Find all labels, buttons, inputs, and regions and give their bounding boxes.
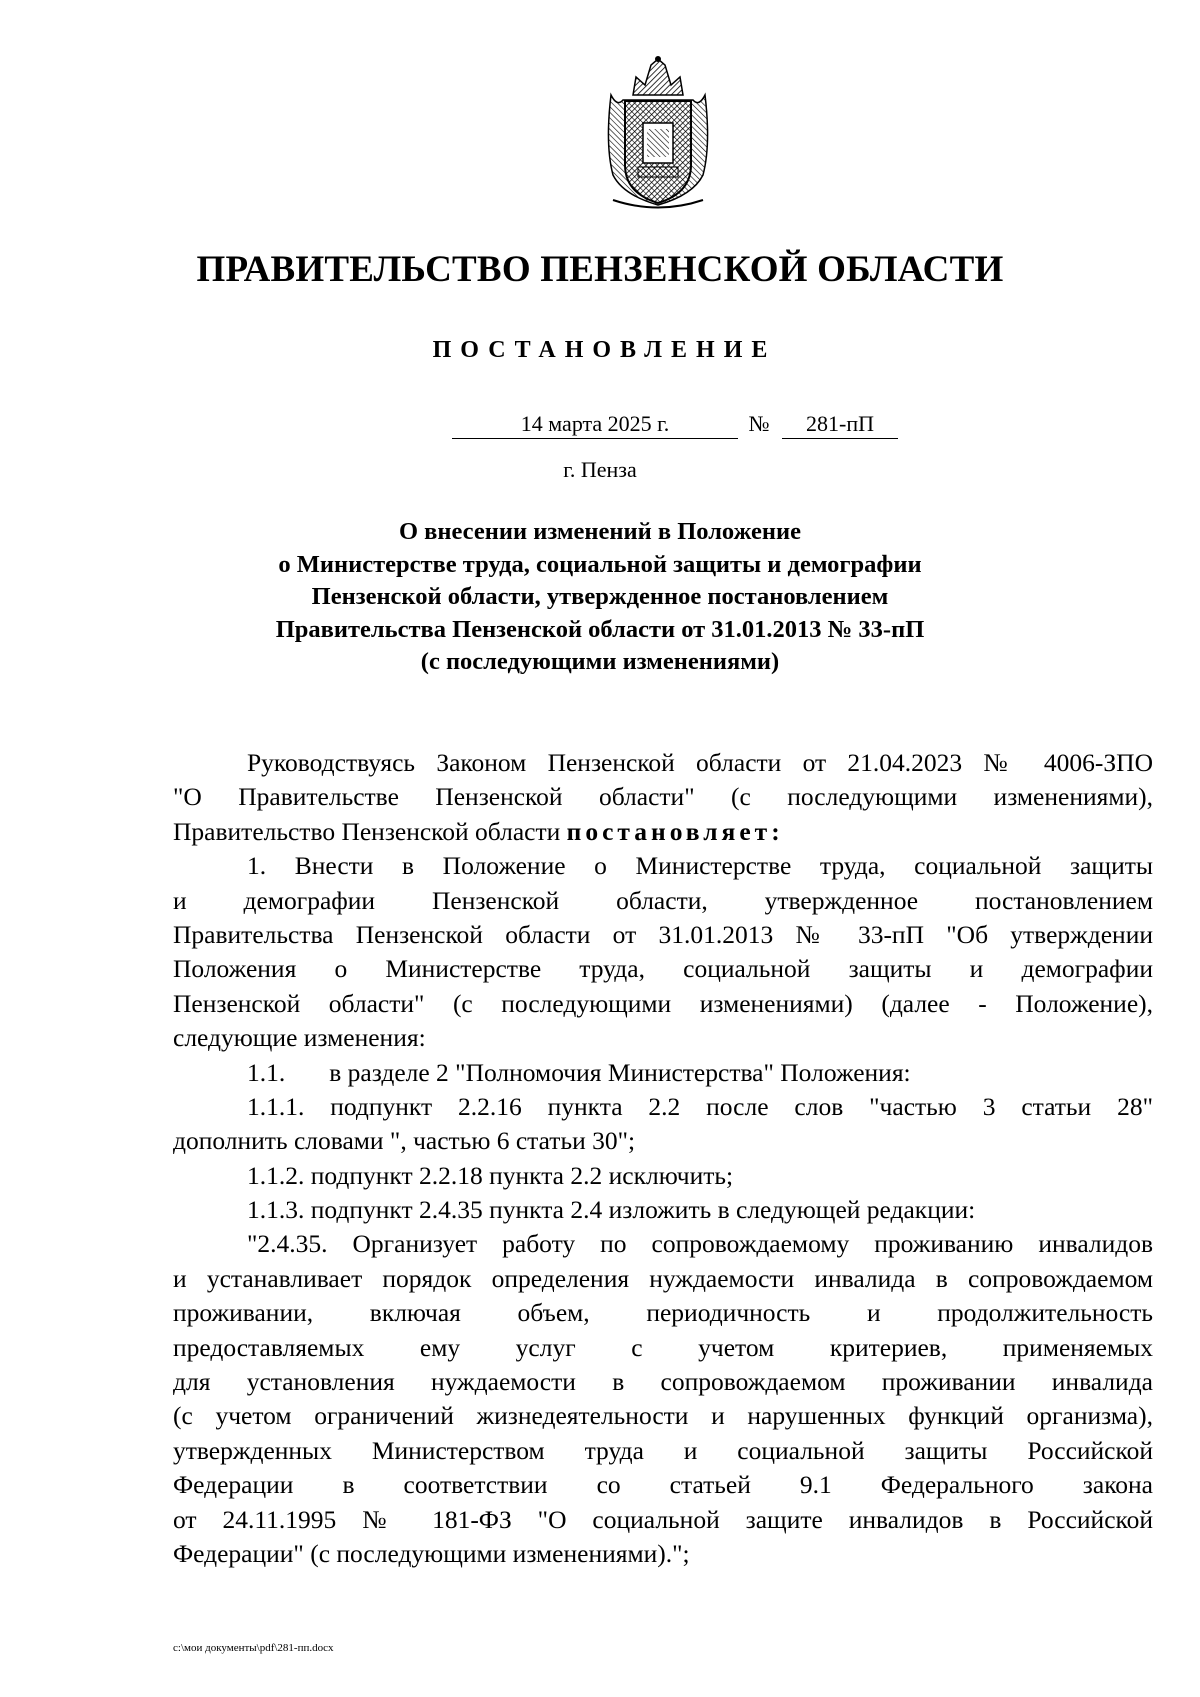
body-line: Руководствуясь Законом Пензенской области от 21.04.2023 № 4006-ЗПО bbox=[247, 748, 1153, 777]
body-line: "2.4.35. Организует работу по сопровождаемому проживанию инвалидов bbox=[247, 1229, 1153, 1259]
document-subject bbox=[250, 516, 950, 679]
body-line bbox=[173, 815, 1153, 849]
body-line: проживании, включая объем, периодичность и продолжительность bbox=[173, 1298, 1153, 1328]
coat-of-arms-icon bbox=[603, 55, 713, 215]
item-number: 1.1. bbox=[247, 1057, 286, 1087]
body-line: Федерации" (с последующими изменениями)."; bbox=[173, 1538, 690, 1568]
subject-line: О внесении изменений в Положение bbox=[398, 518, 801, 545]
body-line: и демографии Пензенской области, утвержденное постановлением bbox=[173, 885, 1153, 915]
body-line: Положения о Министерстве труда, социальной защиты и демографии bbox=[173, 954, 1153, 984]
document-body bbox=[173, 746, 1153, 1571]
number-sign: № bbox=[748, 411, 770, 436]
document-type: ПОСТАНОВЛЕНИЕ bbox=[432, 337, 777, 363]
body-line: от 24.11.1995 № 181-ФЗ "О социальной защите инвалидов в Российской bbox=[173, 1504, 1153, 1534]
body-line: 1.1.1. подпункт 2.2.16 пункта 2.2 после слов "частью 3 статьи 28" bbox=[247, 1091, 1153, 1121]
body-line: для установления нуждаемости в сопровождаемом проживании инвалида bbox=[173, 1367, 1153, 1397]
subject-line: Правительства Пензенской области от 31.01.2013 № 33-пП bbox=[275, 615, 925, 643]
file-path-footer: c:\мои документы\pdf\281-пп.docx bbox=[173, 1642, 334, 1654]
body-line: Федерации в соответствии со статьей 9.1 Федерального закона bbox=[173, 1470, 1153, 1500]
body-line: Пензенской области" (с последующими изменениями) (далее - Положение), bbox=[173, 988, 1153, 1018]
document-date: 14 марта 2025 г. bbox=[452, 410, 738, 439]
body-line: 1.1.2. подпункт 2.2.18 пункта 2.2 исключить; bbox=[247, 1160, 734, 1190]
preamble-text: Правительство Пензенской области bbox=[173, 816, 567, 846]
body-line: 1. Внести в Положение о Министерстве труда, социальной защиты bbox=[247, 851, 1153, 881]
subject-line: Пензенской области, утвержденное постановлением bbox=[311, 583, 889, 610]
body-line: "О Правительстве Пензенской области" (с последующими изменениями), bbox=[173, 782, 1153, 812]
body-line: 1.1.3. подпункт 2.4.35 пункта 2.4 изложить в следующей редакции: bbox=[247, 1195, 976, 1225]
resolves-word: постановляет: bbox=[566, 816, 784, 846]
body-line: утвержденных Министерством труда и социальной защиты Российской bbox=[173, 1435, 1153, 1465]
body-line bbox=[173, 1056, 1153, 1090]
government-title: ПРАВИТЕЛЬСТВО ПЕНЗЕНСКОЙ ОБЛАСТИ bbox=[196, 249, 1004, 290]
subject-line: о Министерстве труда, социальной защиты и демографии bbox=[278, 550, 922, 578]
date-number-row bbox=[0, 410, 1200, 440]
city: г. Пенза bbox=[563, 457, 637, 482]
subject-line: (с последующими изменениями) bbox=[420, 648, 780, 675]
body-line: (с учетом ограничений жизнедеятельности и нарушенных функций организма), bbox=[173, 1401, 1153, 1431]
document-number: 281-пП bbox=[782, 410, 898, 439]
body-line: следующие изменения: bbox=[173, 1023, 426, 1053]
body-line: предоставляемых ему услуг с учетом критериев, применяемых bbox=[173, 1332, 1153, 1362]
item-text: в разделе 2 "Полномочия Министерства" Положения: bbox=[329, 1057, 911, 1087]
body-line: и устанавливает порядок определения нуждаемости инвалида в сопровождаемом bbox=[173, 1263, 1153, 1293]
body-line: дополнить словами ", частью 6 статьи 30"; bbox=[173, 1126, 636, 1156]
body-line: Правительства Пензенской области от 31.01.2013 № 33-пП "Об утверждении bbox=[173, 919, 1153, 949]
